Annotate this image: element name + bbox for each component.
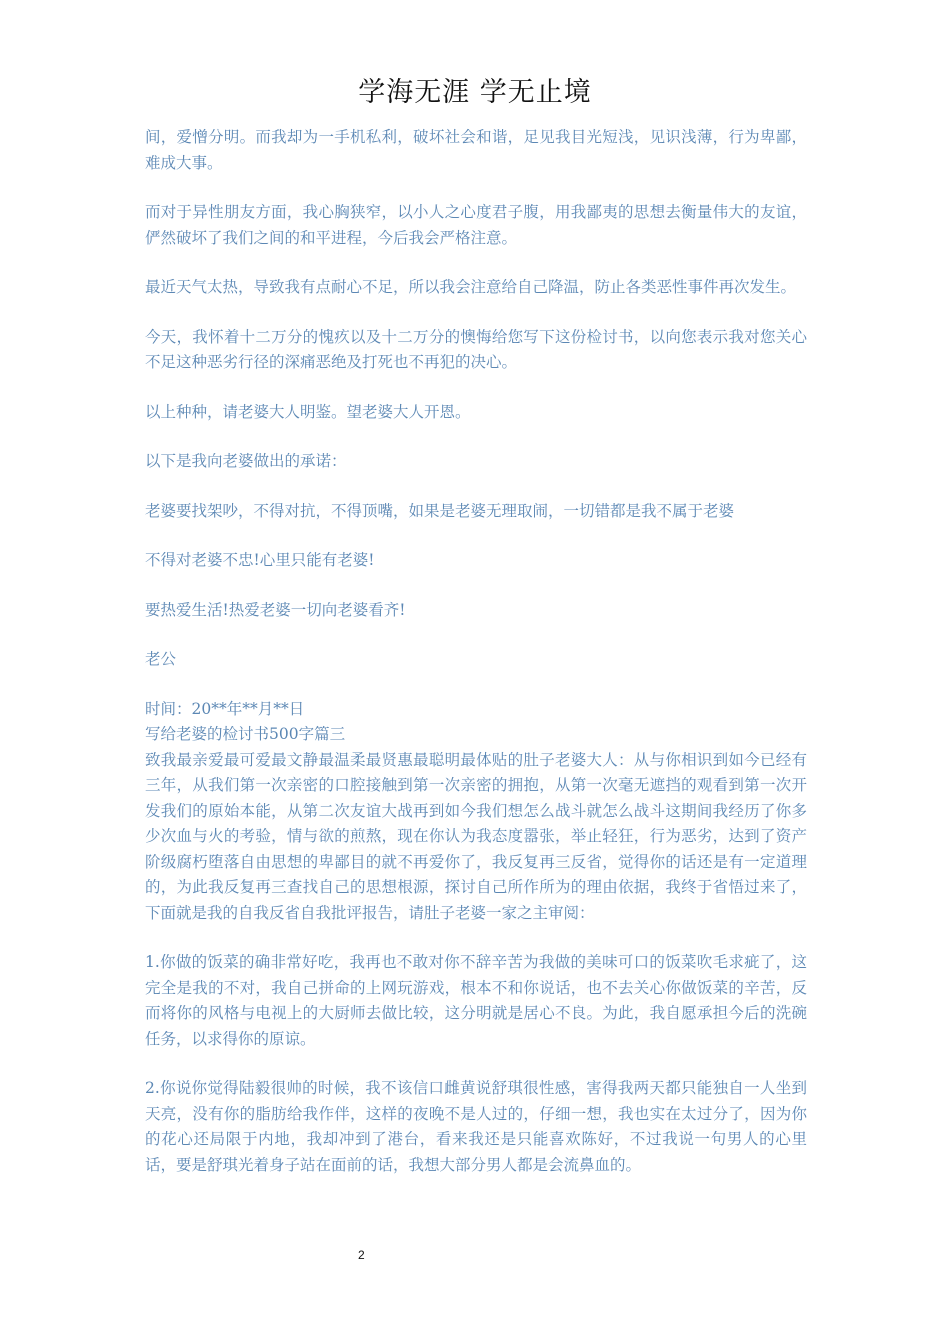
- section-heading: 写给老婆的检讨书500字篇三: [145, 725, 346, 743]
- paragraph-weather: 最近天气太热，导致我有点耐心不足，所以我会注意给自己降温，防止各类恶性事件再次发生。: [145, 278, 797, 296]
- paragraph-promise-2: 不得对老婆不忠!心里只能有老婆!: [145, 551, 375, 569]
- paragraph-friends: 而对于异性朋友方面，我心胸狭窄，以小人之心度君子腹，用我鄙夷的思想去衡量伟大的友谊，俨然破坏了我们之间的和平进程，今后我会严格注意。: [145, 203, 807, 247]
- paragraph-summary: 以上种种，请老婆大人明鉴。望老婆大人开恩。: [145, 402, 471, 421]
- paragraph-date: 时间：20**年**月**日: [145, 699, 305, 718]
- paragraph-promise-1: 老婆要找架吵，不得对抗，不得顶嘴，如果是老婆无理取闹，一切错都是我不属于老婆: [145, 501, 735, 520]
- document-body: [145, 125, 807, 1178]
- paragraph-item-1: 1.你做的饭菜的确非常好吃，我再也不敢对你不辞辛苦为我做的美味可口的饭菜吹毛求疵了，这完全是我的不对，我自己拼命的上网玩游戏，根本不和你说话，也不去关心你做饭菜的辛苦，反而将你的风格与电视上的大厨师去做比较，这分明就是居心不良。为此，我自愿承担今后的洗碗任务，以求得你的原谅。: [145, 953, 807, 1048]
- page-header-title: 学海无涯 学无止境: [358, 77, 592, 108]
- paragraph-item-2: 2.你说你觉得陆毅很帅的时候，我不该信口雌黄说舒琪很性感，害得我两天都只能独自一人坐到天亮，没有你的脂肪给我作伴，这样的夜晚不是人过的，仔细一想，我也实在太过分了，因为你的花心还局限于内地，我却冲到了港台，看来我还是只能喜欢陈好，不过我说一句男人的心里话，要是舒琪光着身子站在面前的话，我想大部分男人都是会流鼻血的。: [145, 1079, 807, 1174]
- page-number: 2: [358, 1248, 365, 1262]
- paragraph-promise-intro: 以下是我向老婆做出的承诺：: [145, 452, 347, 470]
- paragraph-today: 今天，我怀着十二万分的愧疚以及十二万分的懊悔给您写下这份检讨书，以向您表示我对您关心不足这种恶劣行径的深痛恶绝及打死也不再犯的决心。: [145, 327, 807, 371]
- paragraph-signature: 老公: [145, 650, 177, 668]
- paragraph-continuation: 间，爱憎分明。而我却为一手机私利，破坏社会和谐，足见我目光短浅，见识浅薄，行为卑鄙，难成大事。: [145, 128, 807, 172]
- paragraph-promise-3: 要热爱生活!热爱老婆一切向老婆看齐!: [145, 600, 406, 619]
- paragraph-letter-opening: 致我最亲爱最可爱最文静最温柔最贤惠最聪明最体贴的肚子老婆大人：从与你相识到如今已经有三年，从我们第一次亲密的口腔接触到第一次亲密的拥抱，从第一次毫无遮挡的观看到第一次开发我们的原始本能，从第二次友谊大战再到如今我们想怎么战斗就怎么战斗这期间我经历了你多少次血与火的考验，情与欲的煎熬，现在你认为我态度嚣张，举止轻狂，行为恶劣，达到了资产阶级腐朽堕落自由思想的卑鄙目的就不再爱你了，我反复再三反省，觉得你的话还是有一定道理的，为此我反复再三查找自己的思想根源，探讨自己所作所为的理由依据，我终于省悟过来了，下面就是我的自我反省自我批评报告，请肚子老婆一家之主审阅：: [145, 750, 807, 922]
